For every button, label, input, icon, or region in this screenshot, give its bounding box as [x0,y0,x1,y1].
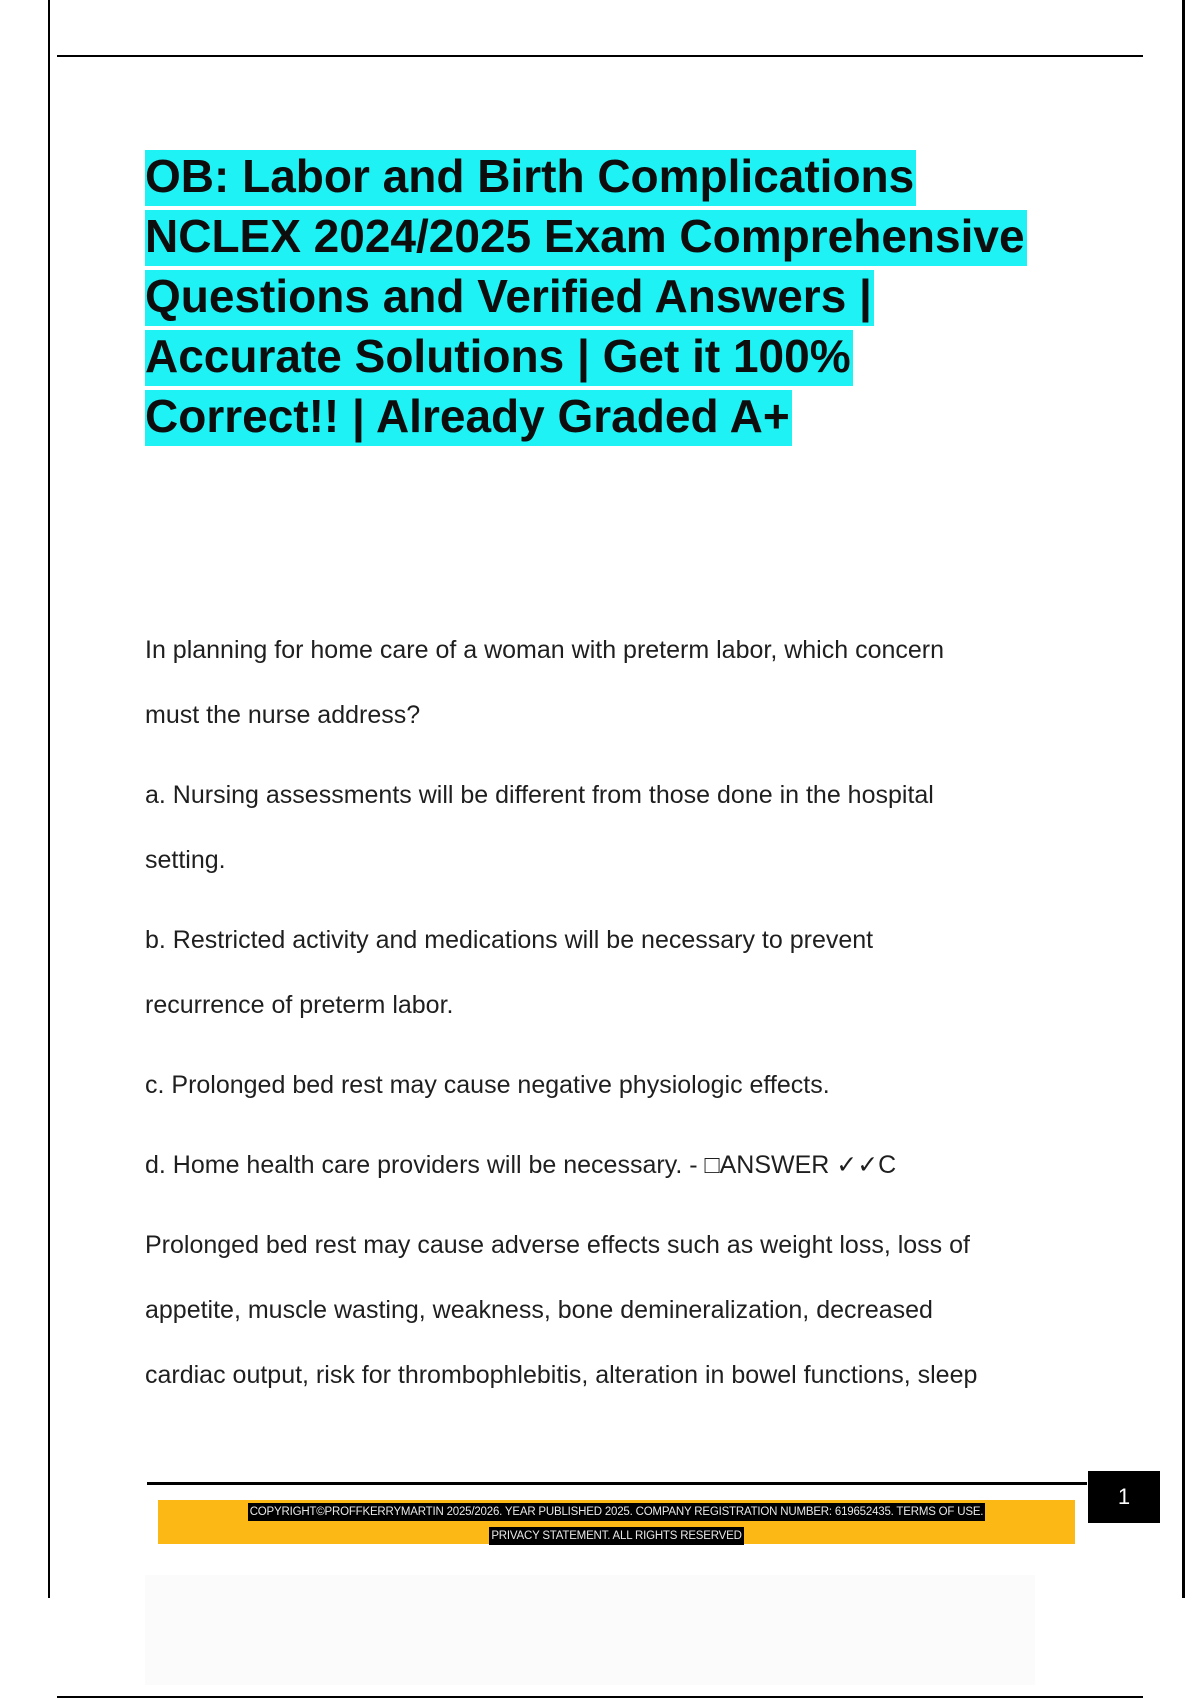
document-title [145,146,1145,446]
right-border [1182,0,1185,1598]
option-a-line-1: a. Nursing assessments will be different from those done in the hospital [145,781,934,809]
title-line-4: Accurate Solutions | Get it 100% [145,330,853,386]
copyright-footer [158,1500,1075,1544]
title-line-3: Questions and Verified Answers | [145,270,874,326]
left-border [48,0,50,1598]
question-stem-line-2: must the nurse address? [145,701,421,729]
question-stem-line-1: In planning for home care of a woman with preterm labor, which concern [145,636,945,664]
option-b-line-1: b. Restricted activity and medications will be necessary to prevent [145,926,874,954]
rationale-line-1: Prolonged bed rest may cause adverse effects such as weight loss, loss of [145,1231,970,1259]
option-d-answer: d. Home health care providers will be necessary. - □ANSWER ✓✓C [145,1151,897,1179]
top-rule [57,55,1143,57]
title-line-2: NCLEX 2024/2025 Exam Comprehensive [145,210,1027,266]
rationale-line-3: cardiac output, risk for thrombophlebitis, alteration in bowel functions, sleep [145,1361,978,1389]
option-c: c. Prolonged bed rest may cause negative physiologic effects. [145,1071,830,1099]
rationale-line-2: appetite, muscle wasting, weakness, bone demineralization, decreased [145,1296,933,1324]
bottom-margin-band [145,1575,1035,1685]
title-line-1: OB: Labor and Birth Complications [145,150,916,206]
footer-rule [147,1482,1087,1485]
question-block [145,618,1105,1408]
title-line-5: Correct!! | Already Graded A+ [145,390,792,446]
page-number: 1 [1088,1471,1160,1523]
bottom-rule [57,1696,1143,1698]
option-b-line-2: recurrence of preterm labor. [145,991,454,1019]
copyright-line-1: COPYRIGHT©PROFFKERRYMARTIN 2025/2026. YEAR PUBLISHED 2025. COMPANY REGISTRATION NUMBER: 619652435. TERMS OF USE. [248,1503,986,1521]
option-a-line-2: setting. [145,846,226,874]
copyright-line-2: PRIVACY STATEMENT. ALL RIGHTS RESERVED [489,1527,743,1545]
